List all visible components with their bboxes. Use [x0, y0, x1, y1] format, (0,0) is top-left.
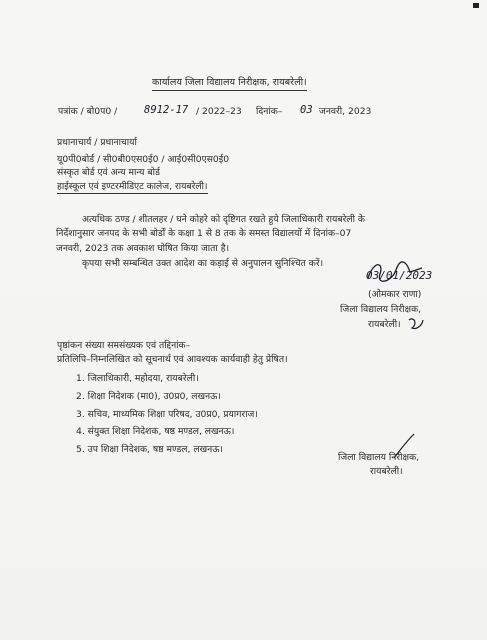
endorsement-line-2: प्रतिलिपि–निम्नलिखित को सूचनार्थ एवं आवश्यक कार्यवाही हेतु प्रेषित।	[57, 354, 288, 365]
ref-number-handwritten: 8912-17	[144, 104, 189, 116]
endorsement-item: 3. सचिव, माध्यमिक शिक्षा परिषद, उ0प्र0, प्रयागराज।	[76, 409, 258, 420]
endorsement-item: 4. संयुक्त शिक्षा निदेशक, षष्ठ मण्डल, लखनऊ।	[76, 426, 235, 437]
body-line-4: कृपया सभी सम्बन्धित उक्त आदेश का कड़ाई से अनुपालन सुनिश्चित करें।	[82, 258, 324, 269]
endorsement-item: 5. उप शिक्षा निदेशक, षष्ठ मण्डल, लखनऊ।	[76, 444, 223, 455]
addressee-line-3: संस्कृत बोर्ड एवं अन्य मान्य बोर्ड	[57, 167, 160, 178]
ref-date-handwritten: 03	[300, 104, 313, 116]
ref-date-label: दिनांक–	[256, 106, 283, 117]
endorsement-item: 1. जिलाधिकारी, महोदया, रायबरेली।	[76, 373, 199, 384]
scan-mark	[473, 3, 479, 8]
body-line-3: जनवरी, 2023 तक अवकाश घोषित किया जाता है।	[56, 243, 230, 254]
footer-place: रायबरेली।	[370, 466, 403, 477]
body-line-1: अत्यधिक ठण्ड / शीतलहर / घने कोहरे को दृष्टिगत रखते हुये जिलाधिकारी रायबरेली के	[82, 214, 365, 225]
endorsement-item: 2. शिक्षा निदेशक (मा0), उ0प्र0, लखनऊ।	[76, 391, 221, 402]
ref-prefix: पत्रांक / बो0प0 /	[58, 106, 118, 117]
addressee-line-2: यू0पी0बोर्ड / सी0बी0एस0ई0 / आई0सी0एस0ई0	[57, 154, 230, 165]
signatory-place: रायबरेली।	[368, 319, 401, 330]
ref-date-rest: जनवरी, 2023	[319, 106, 372, 117]
signatory-designation: जिला विद्यालय निरीक्षक,	[340, 304, 422, 315]
body-line-2: निर्देशानुसार जनपद के सभी बोर्डों के कक्षा 1 से 8 तक के समस्त विद्यालयों में दिनांक–07	[56, 228, 352, 239]
addressee-line-4: हाईस्कूल एवं इण्टरमीडिएट कालेज, रायबरेली।	[57, 181, 208, 192]
office-heading: कार्यालय जिला विद्यालय निरीक्षक, रायबरेली।	[152, 77, 307, 91]
addressee-line-1: प्रधानाचार्य / प्रधानाचार्या	[57, 137, 137, 148]
endorsement-line-1: पृष्ठांकन संख्या समसंख्यक एवं तद्दिनांक–	[57, 340, 191, 351]
footer-designation: जिला विद्यालय निरीक्षक,	[338, 452, 420, 463]
initials-mark	[406, 316, 426, 332]
ref-suffix: / 2022–23	[196, 106, 242, 117]
signature-handwritten-date: 03/01/2023	[366, 269, 433, 282]
signatory-name: (ओमकार राणा)	[368, 289, 422, 300]
